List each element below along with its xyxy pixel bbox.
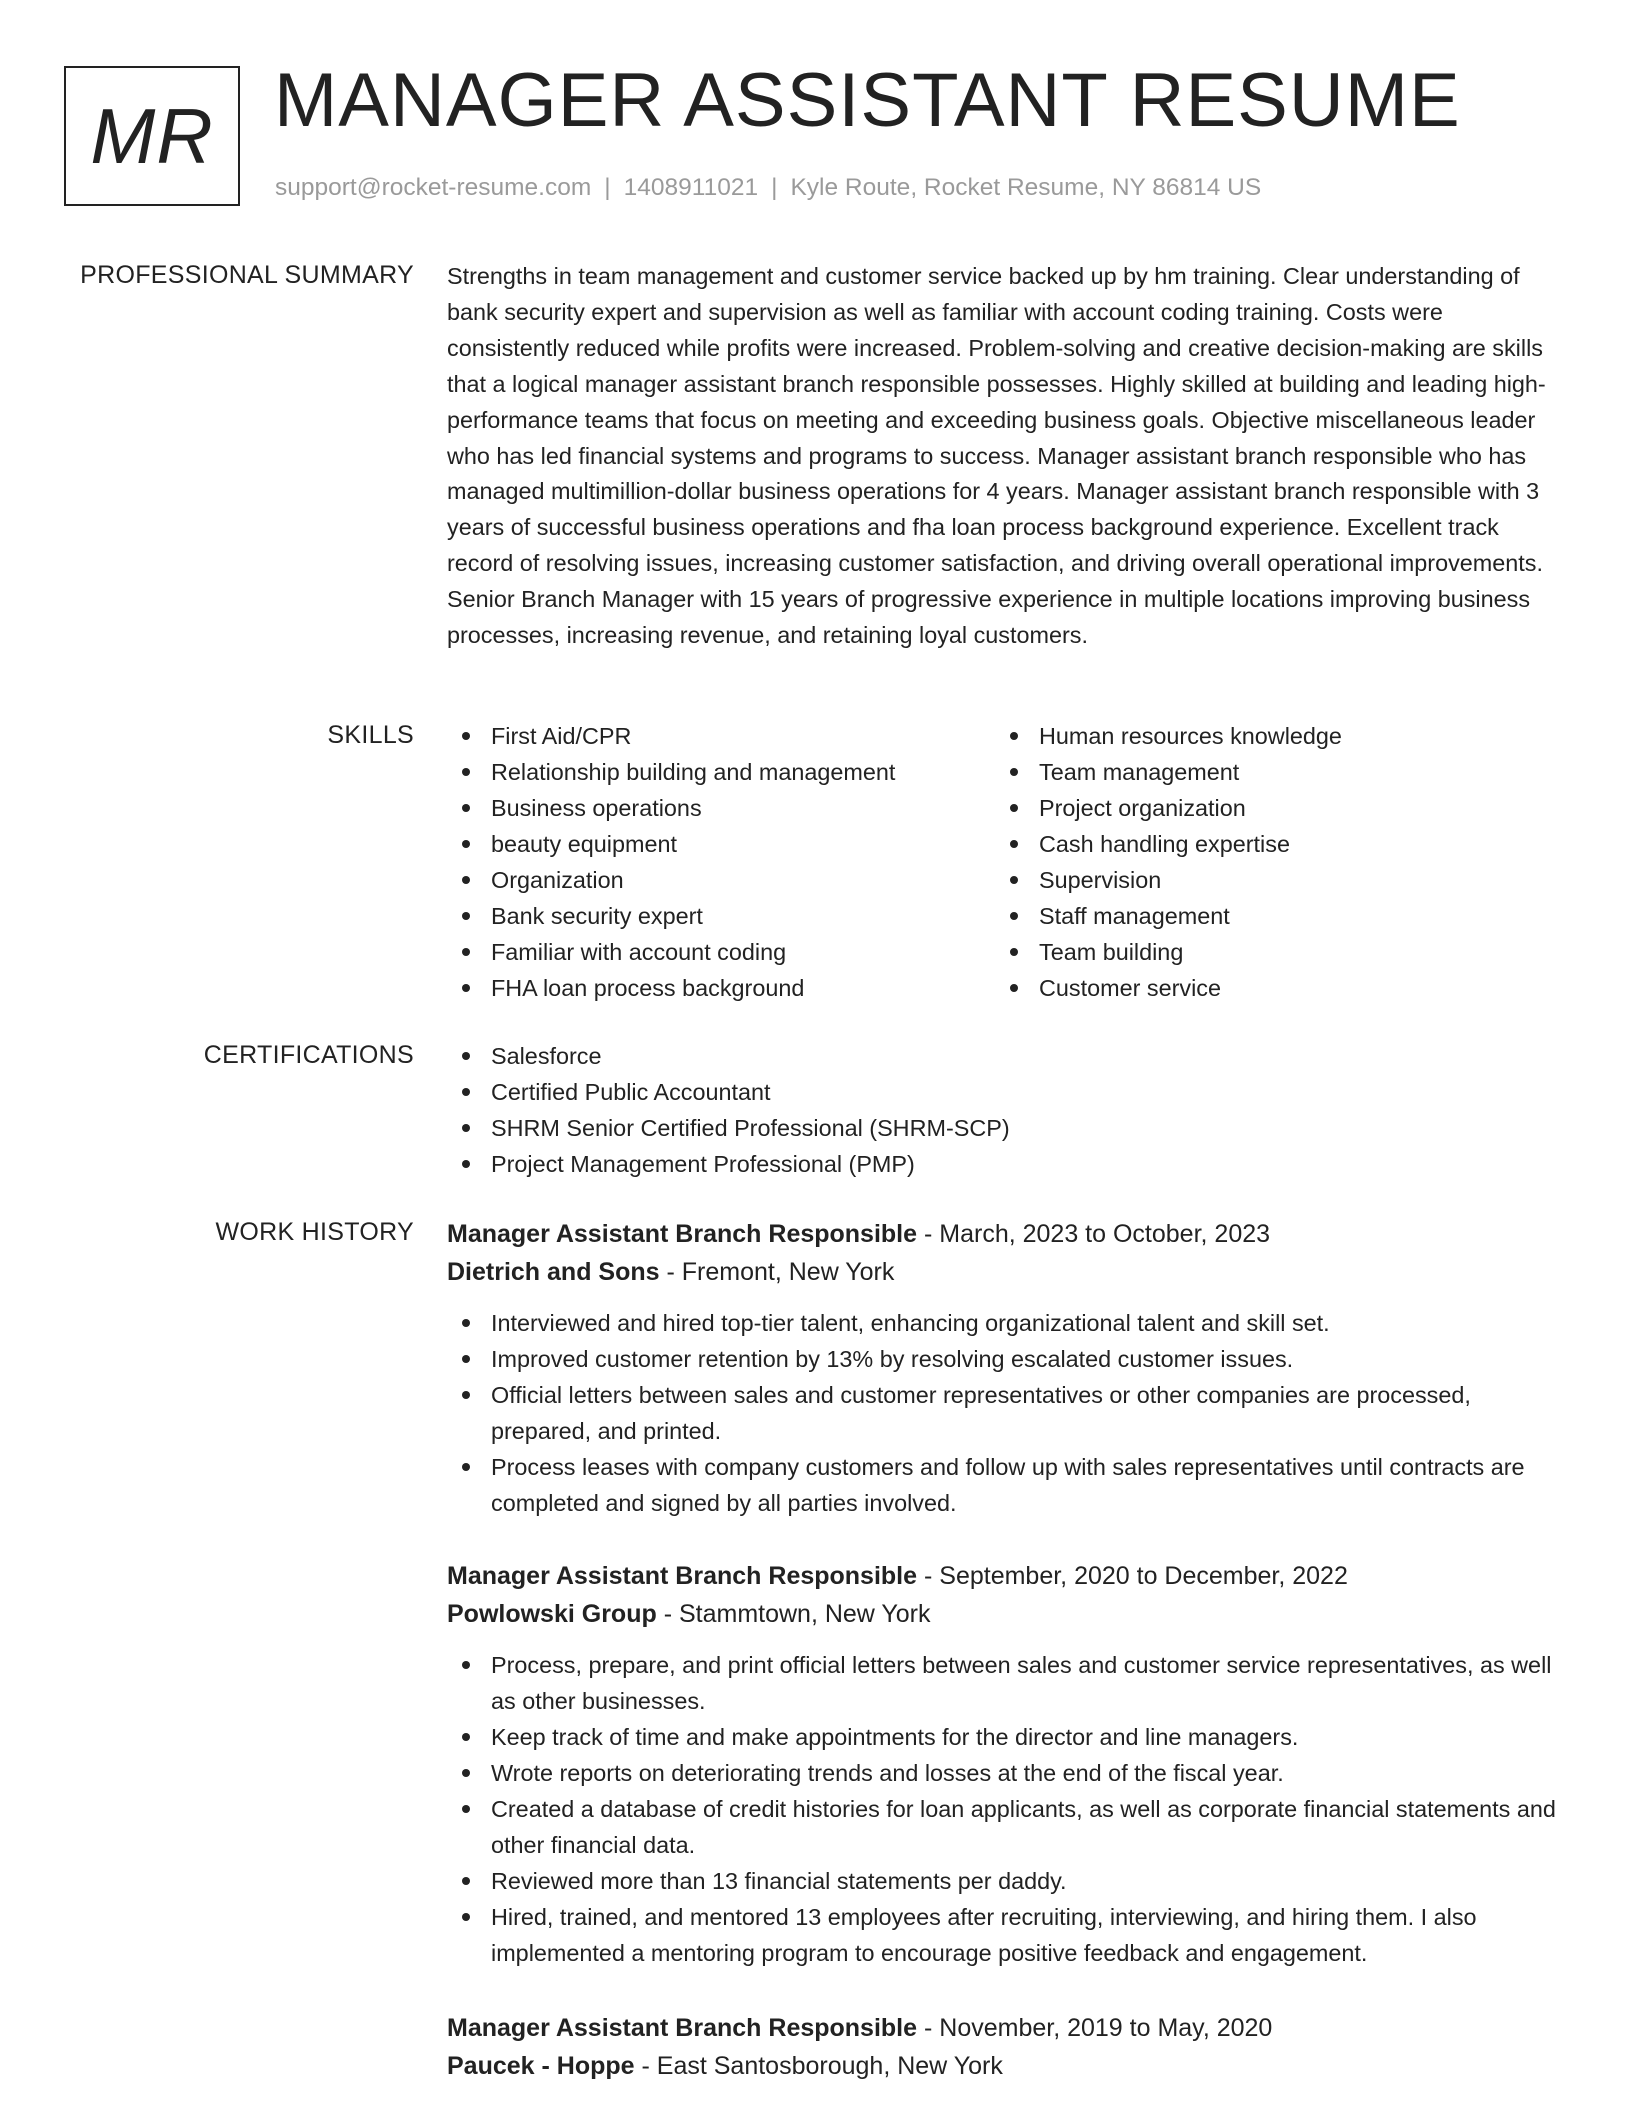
skill-item: Supervision xyxy=(995,862,1543,898)
skills-column-left xyxy=(447,718,995,1006)
section-label-summary: PROFESSIONAL SUMMARY xyxy=(80,261,414,289)
contact-email[interactable]: support@rocket-resume.com xyxy=(275,174,592,201)
certification-item: Certified Public Accountant xyxy=(447,1074,1557,1110)
contact-address: Kyle Route, Rocket Resume, NY 86814 US xyxy=(790,174,1262,201)
job-bullet: Wrote reports on deteriorating trends and losses at the end of the fiscal year. xyxy=(447,1755,1557,1791)
skill-item: First Aid/CPR xyxy=(447,718,995,754)
skill-item: Relationship building and management xyxy=(447,754,995,790)
skill-item: Business operations xyxy=(447,790,995,826)
skill-item: Customer service xyxy=(995,970,1543,1006)
job-title-line xyxy=(447,1215,1557,1253)
skill-item: Human resources knowledge xyxy=(995,718,1543,754)
job-entry xyxy=(447,2009,1557,2099)
job-dates: - March, 2023 to October, 2023 xyxy=(917,1220,1271,1248)
job-bullets xyxy=(447,1305,1557,1521)
contact-separator: | xyxy=(771,174,778,201)
job-title: Manager Assistant Branch Responsible xyxy=(447,2014,918,2042)
summary-text: Strengths in team management and customer service backed up by hm training. Clear understanding of bank security expert and supervision as well as familiar with account coding training. Costs were consistently reduced while profits were increased. Problem-solving and creative decision-making are skills that a logical manager assistant branch responsible possesses. Highly skilled at building and leading high-performance teams that focus on meeting and exceeding business goals. Objective miscellaneous leader who has led financial systems and programs to success. Manager assistant branch responsible who has managed multimillion-dollar business operations for 4 years. Manager assistant branch responsible with 3 years of successful business operations and fha loan process background experience. Excellent track record of resolving issues, increasing customer satisfaction, and driving overall operational improvements. Senior Branch Manager with 15 years of progressive experience in multiple locations improving business processes, increasing revenue, and retaining loyal customers. xyxy=(447,263,1546,649)
section-label-work-history: WORK HISTORY xyxy=(215,1218,414,1246)
job-entry xyxy=(447,1215,1557,1521)
monogram-initials: MR xyxy=(90,91,214,180)
skill-item: Cash handling expertise xyxy=(995,826,1543,862)
skill-item: Team management xyxy=(995,754,1543,790)
resume-title: MANAGER ASSISTANT RESUME xyxy=(274,58,1461,143)
summary-body xyxy=(447,259,1557,654)
job-location: - East Santosborough, New York xyxy=(634,2052,1003,2080)
job-entry xyxy=(447,1557,1557,1971)
job-title-line xyxy=(447,2009,1557,2047)
certification-item: Project Management Professional (PMP) xyxy=(447,1146,1557,1182)
skill-item: Team building xyxy=(995,934,1543,970)
job-bullet: Created a database of credit histories for loan applicants, as well as corporate financial statements and other financial data. xyxy=(447,1791,1557,1863)
job-bullets xyxy=(447,1647,1557,1971)
skills-body xyxy=(447,718,1557,1006)
job-bullet: Process leases with company customers and follow up with sales representatives until contracts are completed and signed by all parties involved. xyxy=(447,1449,1557,1521)
contact-separator: | xyxy=(604,174,611,201)
job-company-line xyxy=(447,2047,1557,2085)
skill-item: Project organization xyxy=(995,790,1543,826)
skill-item: Familiar with account coding xyxy=(447,934,995,970)
job-title: Manager Assistant Branch Responsible xyxy=(447,1220,918,1248)
skill-item: Bank security expert xyxy=(447,898,995,934)
section-label-skills: SKILLS xyxy=(327,721,414,749)
certifications-list xyxy=(447,1038,1557,1182)
certifications-body xyxy=(447,1038,1557,1182)
job-location: - Stammtown, New York xyxy=(656,1600,931,1628)
certification-item: Salesforce xyxy=(447,1038,1557,1074)
job-company: Paucek - Hoppe xyxy=(447,2052,635,2080)
job-company-line xyxy=(447,1253,1557,1291)
monogram-box xyxy=(64,66,240,206)
job-bullet: Hired, trained, and mentored 13 employees after recruiting, interviewing, and hiring them. I also implemented a mentoring program to encourage positive feedback and engagement. xyxy=(447,1899,1557,1971)
skills-column-right xyxy=(995,718,1543,1006)
contact-phone[interactable]: 1408911021 xyxy=(623,174,759,201)
job-bullet: Process, prepare, and print official letters between sales and customer service representatives, as well as other businesses. xyxy=(447,1647,1557,1719)
job-company: Powlowski Group xyxy=(447,1600,657,1628)
job-bullet: Interviewed and hired top-tier talent, enhancing organizational talent and skill set. xyxy=(447,1305,1557,1341)
job-bullet: Official letters between sales and customer representatives or other companies are processed, prepared, and printed. xyxy=(447,1377,1557,1449)
job-bullet: Reviewed more than 13 financial statements per daddy. xyxy=(447,1863,1557,1899)
contact-line xyxy=(275,174,1261,202)
skill-item: Staff management xyxy=(995,898,1543,934)
job-bullet: Keep track of time and make appointments for the director and line managers. xyxy=(447,1719,1557,1755)
section-label-certifications: CERTIFICATIONS xyxy=(203,1041,414,1069)
job-dates: - November, 2019 to May, 2020 xyxy=(917,2014,1273,2042)
job-dates: - September, 2020 to December, 2022 xyxy=(917,1562,1348,1590)
skill-item: FHA loan process background xyxy=(447,970,995,1006)
certification-item: SHRM Senior Certified Professional (SHRM-SCP) xyxy=(447,1110,1557,1146)
job-location: - Fremont, New York xyxy=(659,1258,895,1286)
skill-item: Organization xyxy=(447,862,995,898)
job-title-line xyxy=(447,1557,1557,1595)
job-company-line xyxy=(447,1595,1557,1633)
job-title: Manager Assistant Branch Responsible xyxy=(447,1562,918,1590)
job-bullet: Improved customer retention by 13% by resolving escalated customer issues. xyxy=(447,1341,1557,1377)
job-company: Dietrich and Sons xyxy=(447,1258,660,1286)
skills-grid xyxy=(447,718,1557,1006)
skill-item: beauty equipment xyxy=(447,826,995,862)
